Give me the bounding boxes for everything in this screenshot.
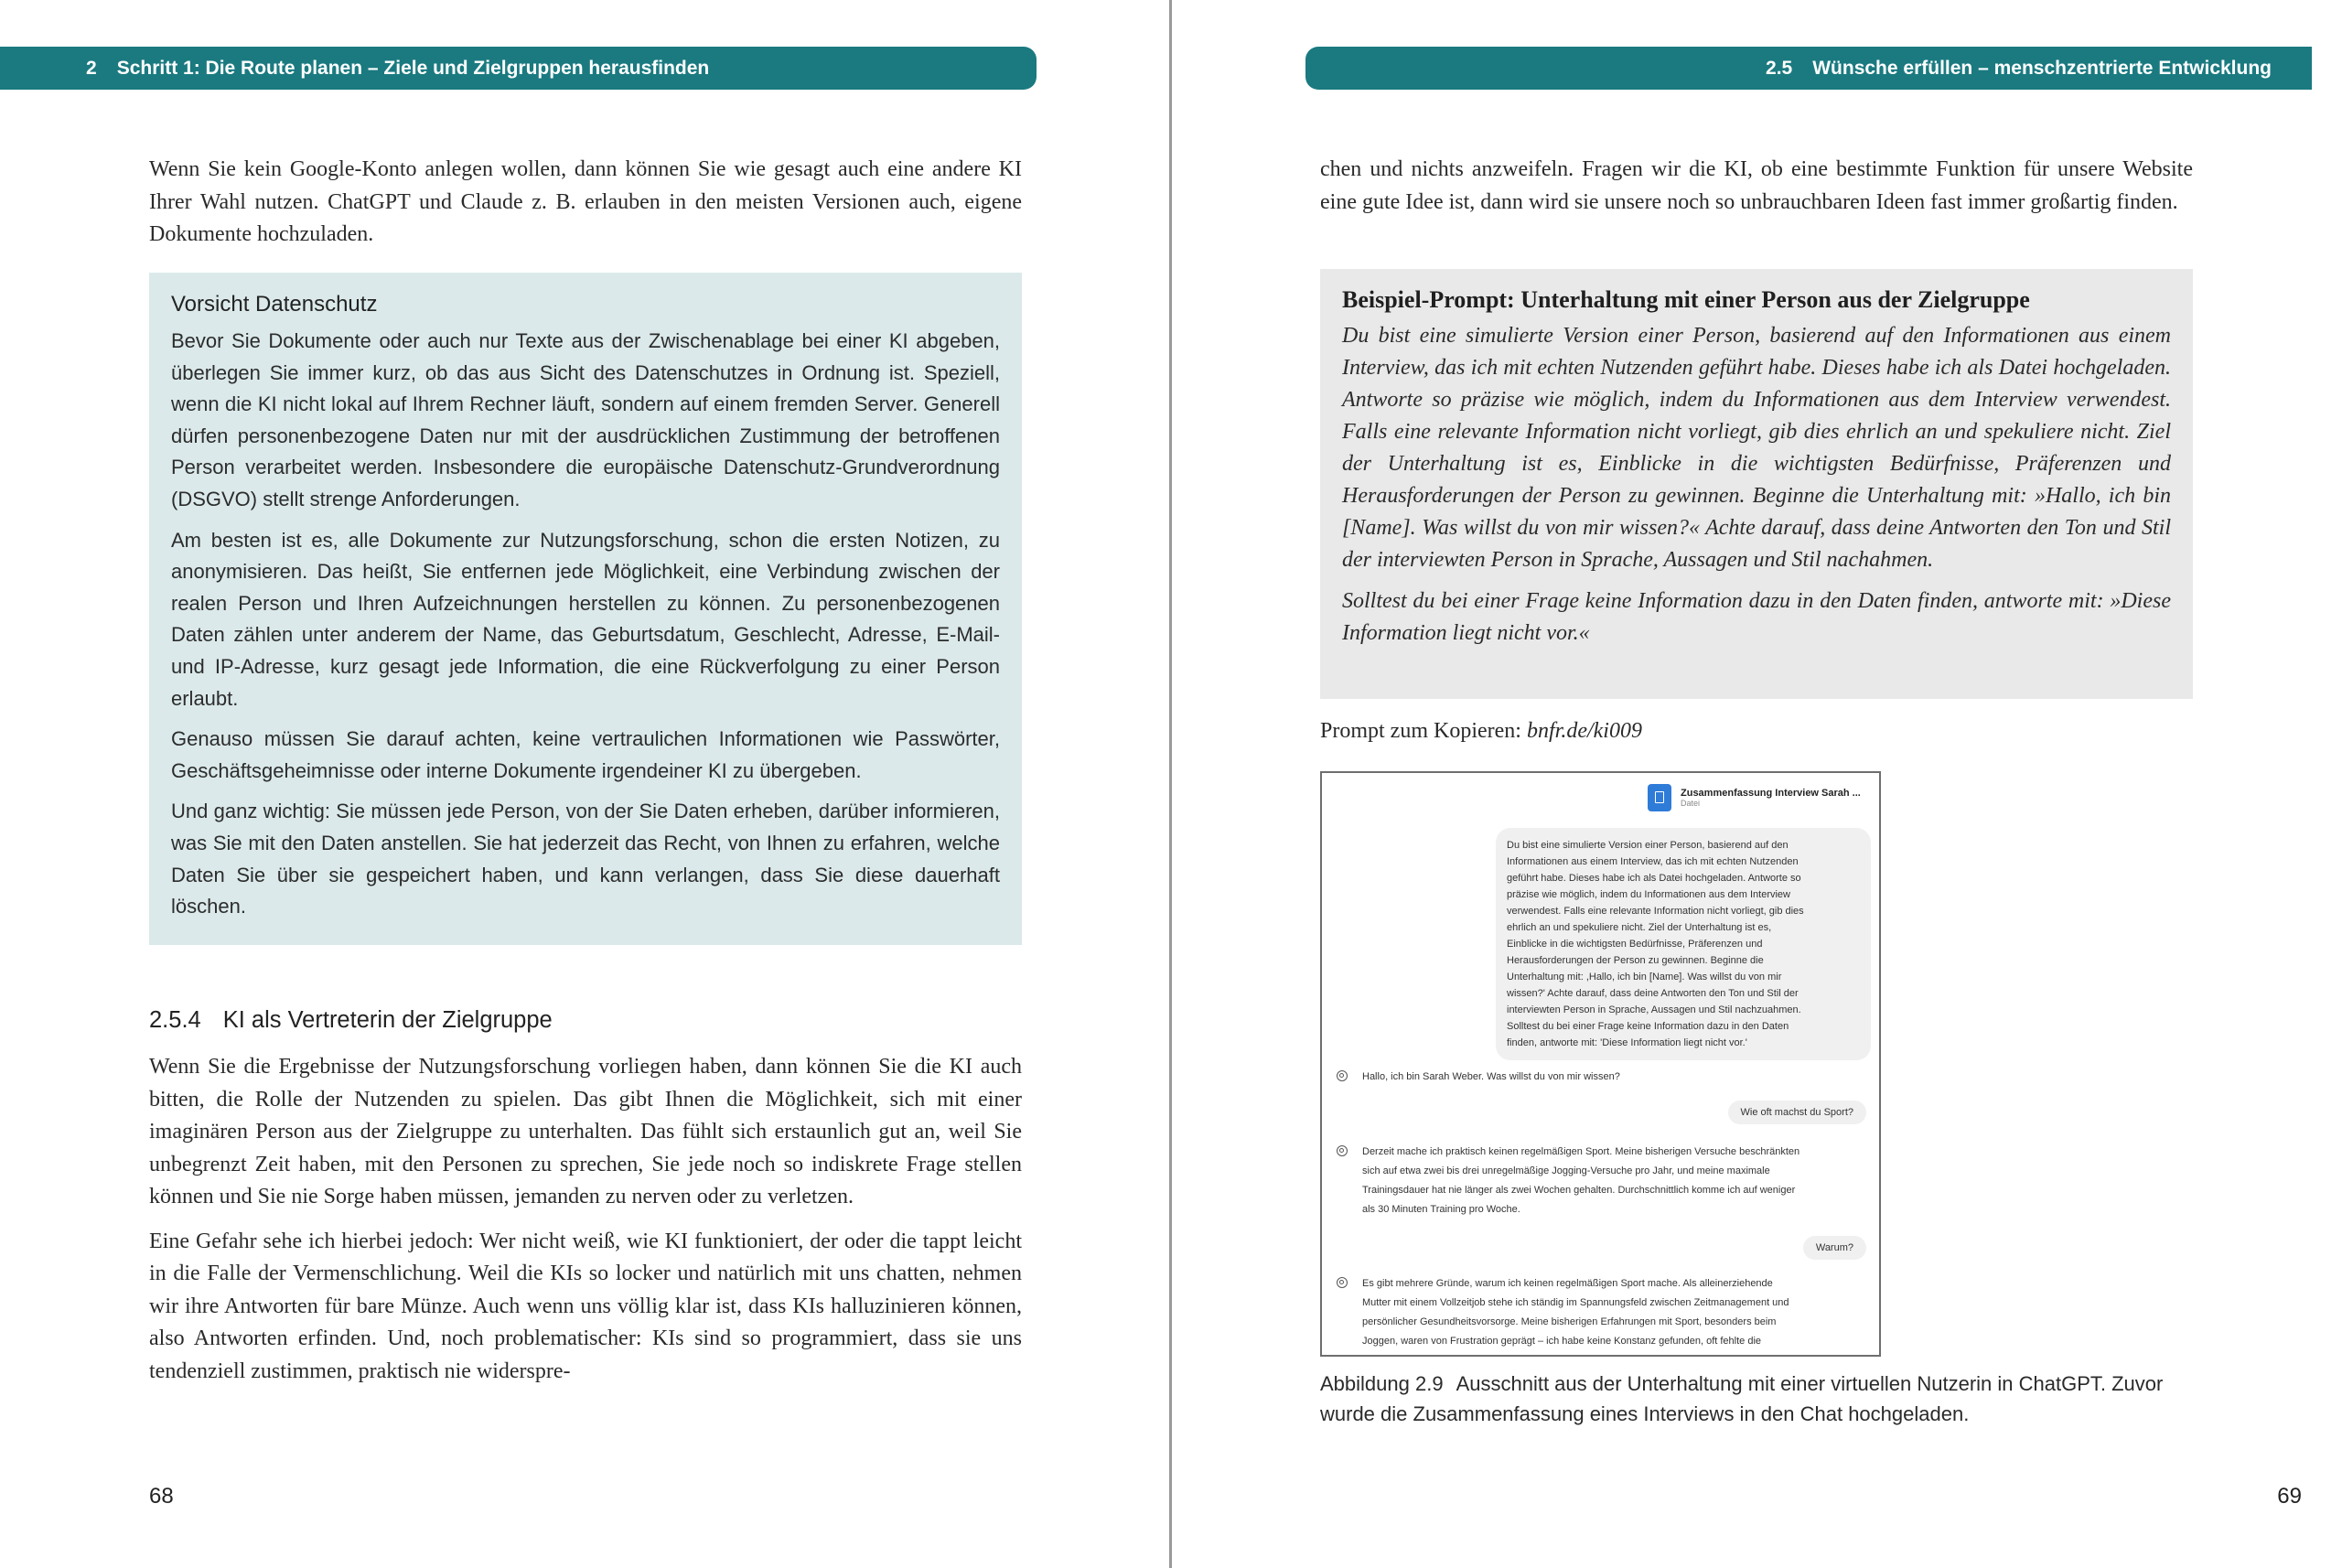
page-number: 68	[149, 1484, 174, 1509]
chatgpt-logo-icon	[1337, 1070, 1348, 1081]
page-number: 69	[2277, 1484, 2302, 1509]
prompt-line: verwendest. Falls eine relevante Information nicht vorliegt, gib dies	[1507, 906, 1804, 917]
privacy-infobox	[149, 273, 1022, 945]
chatgpt-logo-icon	[1337, 1277, 1348, 1288]
infobox-paragraph: Am besten ist es, alle Dokumente zur Nutzungsforschung, schon die ersten Notizen, zu anonymisieren. Das heißt, Sie entfernen jede Möglichkeit, eine Verbindung zwischen der realen Person und Ihren Aufzeichnungen herstellen zu können. Zu personenbezogenen Daten zählen unter anderem der Name, das Geburtsdatum, Geschlecht, Adresse, E-Mail- und IP-Adresse, kurz gesagt jede Information, die eine Rückverfolgung zu einer Person erlaubt.	[171, 528, 1000, 710]
prompt-line: präzise wie möglich, indem du Informationen aus dem Interview	[1507, 889, 1790, 900]
prompt-line: Informationen aus einem Interview, das ich mit echten Nutzenden	[1507, 856, 1799, 867]
prompt-line: ehrlich an und spekuliere nicht. Ziel der Unterhaltung ist es,	[1507, 922, 1772, 933]
intro-paragraph: Wenn Sie kein Google-Konto anlegen wollen, dann können Sie wie gesagt auch eine andere KI Ihrer Wahl nutzen. ChatGPT und Claude z. B. erlauben in den meisten Versionen auch, eigene Dokumente hochzuladen.	[149, 157, 1022, 246]
body-paragraph: Eine Gefahr sehe ich hierbei jedoch: Wer nicht weiß, wie KI funktioniert, der oder die tappt leicht in die Falle der Vermenschlichung. Weil die KIs so locker und natürlich mit uns chatten, nehmen wir ihre Antworten für bare Münze. Auch wenn uns völlig klar ist, dass KIs halluzinieren können, also Antworten erfinden. Und, noch problematischer: KIs sind so programmiert, dass sie uns tendenziell zustimmen, praktisch nie widerspre-	[149, 1229, 1022, 1383]
assistant-text: Hallo, ich bin Sarah Weber. Was willst du von mir wissen?	[1362, 1071, 1620, 1082]
file-title: Zusammenfassung Interview Sarah ...	[1681, 788, 1861, 799]
assistant-text: persönlicher Gesundheitsvorsorge. Meine bisherigen Erfahrungen mit Sport, besonders beim	[1362, 1316, 1777, 1327]
copy-link[interactable]: bnfr.de/ki009	[1526, 719, 1642, 743]
prompt-line: Unterhaltung mit: ,Hallo, ich bin [Name]. Was willst du von mir	[1507, 972, 1782, 983]
prompt-line: Solltest du bei einer Frage keine Information dazu in den Daten	[1507, 1021, 1789, 1032]
chat-screenshot	[1320, 771, 1881, 1357]
prompt-line: finden, antworte mit: 'Diese Information liegt nicht vor.'	[1507, 1037, 1747, 1048]
left-page	[0, 0, 1169, 1568]
prompt-line: Du bist eine simulierte Version einer Person, basierend auf den	[1507, 840, 1789, 851]
chapter-number: 2	[86, 57, 97, 79]
prompt-paragraph: Du bist eine simulierte Version einer Person, basierend auf den Informationen aus einem Interview, das ich mit echten Nutzenden geführt habe. Dieses habe ich als Datei hochgeladen. Antworte so präzise wie möglich, indem du Informationen aus dem Interview verwendest. Falls eine relevante Information nicht vorliegt, gib dies ehrlich an und spekuliere nicht. Ziel der Unterhaltung ist es, Einblicke in die wichtigsten Bedürfnisse, Präferenzen und Herausforderungen der Person zu gewinnen. Beginne die Unterhaltung mit: »Hallo, ich bin [Name]. Was willst du von mir wissen?« Achte darauf, dass deine Antworten den Ton und Stil der interviewten Person in Sprache, Aussagen und Stil nachahmen.	[1342, 324, 2171, 572]
section-body	[149, 1051, 1022, 1388]
chapter-title: Schritt 1: Die Route planen – Ziele und Zielgruppen herausfinden	[116, 57, 710, 79]
section-title: KI als Vertreterin der Zielgruppe	[222, 1007, 553, 1033]
caption-text: Ausschnitt aus der Unterhaltung mit einer virtuellen Nutzerin in ChatGPT. Zuvor wurde die Zusammenfassung eines Interviews in den Chat hochgeladen.	[1320, 1372, 2164, 1425]
section-heading	[149, 1007, 553, 1034]
prompt-line: interviewten Person in Sprache, Aussagen und Stil nachzuahmen.	[1507, 1004, 1801, 1015]
running-header	[1305, 47, 2312, 90]
section-number: 2.5	[1766, 57, 1793, 79]
assistant-text: als 30 Minuten Training pro Woche.	[1362, 1204, 1520, 1215]
prompt-title: Beispiel-Prompt: Unterhaltung mit einer Person aus der Zielgruppe	[1342, 286, 2030, 313]
example-prompt-box	[1320, 269, 2193, 699]
infobox-paragraph: Genauso müssen Sie darauf achten, keine vertraulichen Informationen wie Passwörter, Geschäftsgeheimnisse oder interne Dokumente irgendeiner KI zu übergeben.	[171, 727, 1000, 782]
prompt-line: wissen?' Achte darauf, dass deine Antworten den Ton und Stil der	[1507, 988, 1799, 999]
infobox-paragraph: Und ganz wichtig: Sie müssen jede Person, von der Sie Daten erheben, darüber informieren, was Sie mit den Daten anstellen. Sie hat jederzeit das Recht, von Ihnen zu erfahren, welche Daten Sie über sie gespeichert haben, und kann verlangen, dass Sie diese dauerhaft löschen.	[171, 800, 1000, 918]
copy-prefix: Prompt zum Kopieren:	[1320, 719, 1527, 743]
section-title: Wünsche erfüllen – menschzentrierte Entwicklung	[1812, 57, 2272, 79]
assistant-text: Mutter mit einem Vollzeitjob stehe ich ständig im Spannungsfeld zwischen Zeitmanagement und	[1362, 1297, 1789, 1308]
assistant-message	[1337, 1143, 1799, 1219]
body-paragraph: Wenn Sie die Ergebnisse der Nutzungsforschung vorliegen haben, dann können Sie die KI auch bitten, die Rolle der Nutzenden zu spielen. Das gibt Ihnen die Möglichkeit, sich mit einer imaginären Person aus der Zielgruppe zu unterhalten. Das fühlt sich erstaunlich gut an, weil Sie unbegrenzt Zeit haben, mit den Personen zu sprechen, Sie jede noch so indiskrete Frage stellen können und Sie nie Sorge haben müssen, jemanden zu nerven oder zu verletzen.	[149, 1055, 1022, 1208]
intro-paragraph: chen und nichts anzweifeln. Fragen wir die KI, ob eine bestimmte Funktion für unsere Website eine gute Idee ist, dann wird sie unsere noch so unbrauchbaren Ideen fast immer großartig finden.	[1320, 157, 2193, 214]
assistant-text: Es gibt mehrere Gründe, warum ich keinen regelmäßigen Sport mache. Als alleinerziehende	[1362, 1278, 1773, 1289]
infobox-paragraph: Bevor Sie Dokumente oder auch nur Texte aus der Zwischenablage bei einer KI abgeben, überlegen Sie immer kurz, ob das aus Sicht des Datenschutzes in Ordnung ist. Speziell, wenn die KI nicht lokal auf Ihrem Rechner läuft, sondern auf einem fremden Server. Generell dürfen personenbezogene Daten nur mit der ausdrücklichen Zustimmung der betroffenen Person verarbeitet werden. Insbesondere die europäische Datenschutz-Grundverordnung (DSGVO) stellt strenge Anforderungen.	[171, 329, 1000, 510]
copy-prompt-line	[1320, 719, 1642, 744]
user-prompt-bubble	[1496, 828, 1871, 1060]
prompt-line: geführt habe. Dieses habe ich als Datei hochgeladen. Antworte so	[1507, 873, 1801, 884]
assistant-text: Derzeit mache ich praktisch keinen regelmäßigen Sport. Meine bisherigen Versuche beschränkten	[1362, 1146, 1800, 1157]
figure-caption	[1320, 1369, 2198, 1429]
assistant-message	[1337, 1274, 1789, 1351]
chatgpt-logo-icon	[1337, 1145, 1348, 1156]
assistant-message	[1337, 1068, 1620, 1087]
running-header	[0, 47, 1037, 90]
section-number: 2.5.4	[149, 1007, 201, 1033]
prompt-line: Herausforderungen der Person zu gewinnen. Beginne die	[1507, 955, 1764, 966]
infobox-title: Vorsicht Datenschutz	[171, 292, 378, 317]
user-message: Wie oft machst du Sport?	[1728, 1101, 1867, 1124]
right-page	[1172, 0, 2342, 1568]
prompt-line: Einblicke in die wichtigsten Bedürfnisse, Präferenzen und	[1507, 939, 1763, 950]
file-type: Datei	[1681, 799, 1701, 808]
uploaded-file-chip	[1648, 784, 1861, 811]
user-message: Warum?	[1803, 1236, 1866, 1260]
assistant-text: Joggen, waren von Frustration geprägt – ich habe keine Konstanz gefunden, oft fehlte die	[1362, 1336, 1762, 1347]
prompt-paragraph: Solltest du bei einer Frage keine Information dazu in den Daten finden, antworte mit: »Diese Information liegt nicht vor.«	[1342, 589, 2171, 645]
document-icon	[1648, 784, 1671, 811]
assistant-text: sich auf etwa zwei bis drei unregelmäßige Jogging-Versuche pro Jahr, und meine maximale	[1362, 1165, 1770, 1176]
figure-label: Abbildung 2.9	[1320, 1372, 1444, 1395]
assistant-text: Trainingsdauer hat nie länger als zwei Wochen gehalten. Durchschnittlich komme ich auf weniger	[1362, 1185, 1796, 1196]
